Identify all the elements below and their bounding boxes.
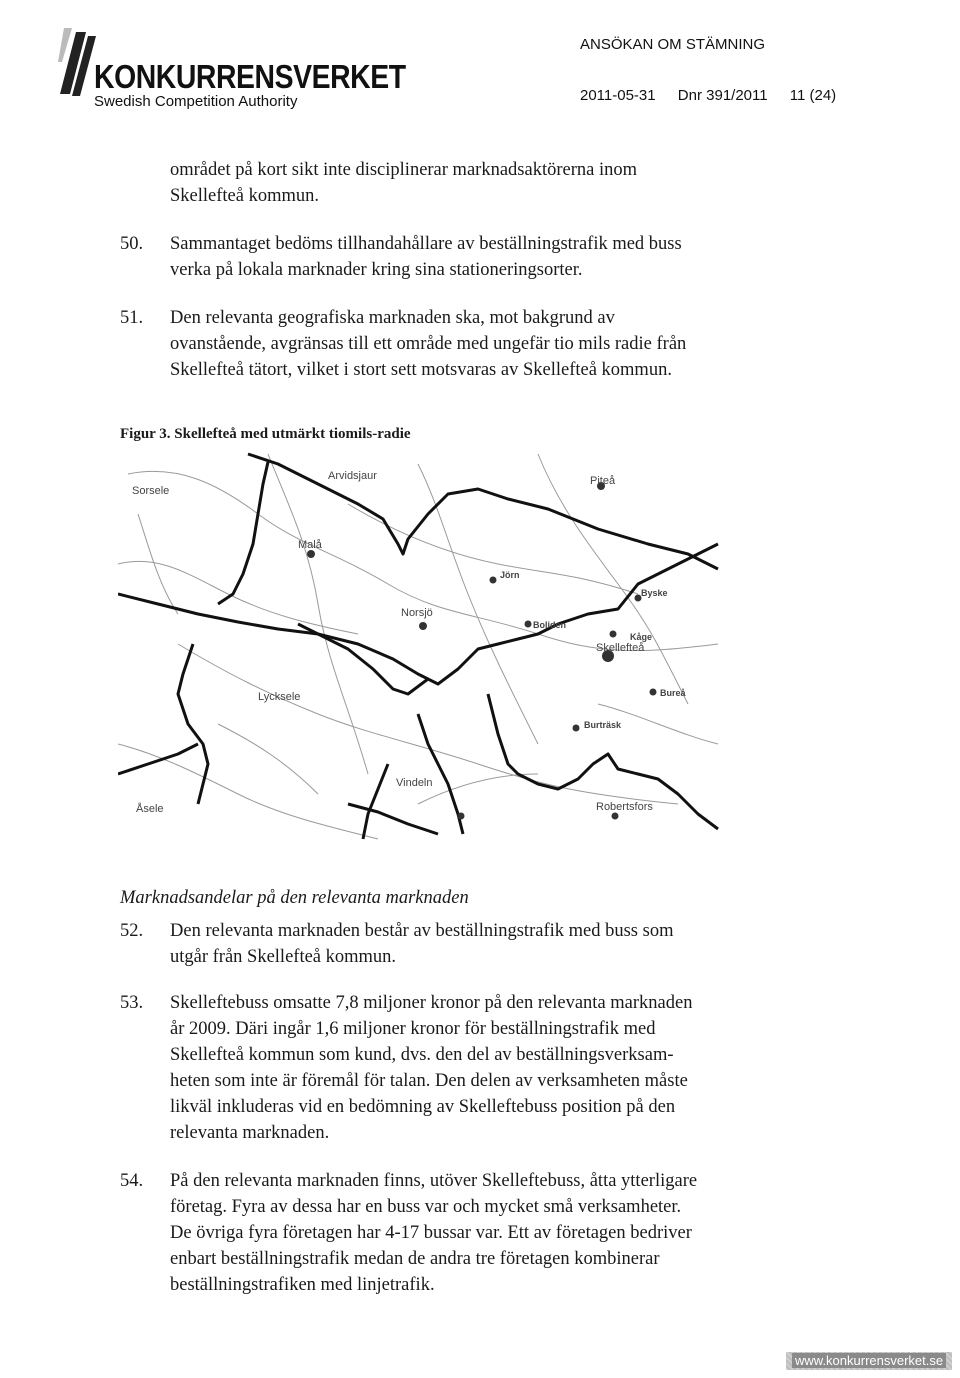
text-line: Sammantaget bedöms tillhandahållare av beställningstrafik med buss bbox=[170, 234, 682, 254]
paragraph-52 bbox=[120, 918, 674, 970]
text-line: Skelleftebuss omsatte 7,8 miljoner kronor på den relevanta marknaden bbox=[170, 993, 693, 1013]
text-line: beställningstrafiken med linjetrafik. bbox=[170, 1275, 435, 1295]
document-type: ANSÖKAN OM STÄMNING bbox=[580, 36, 766, 53]
place-label: Norsjö bbox=[401, 607, 433, 619]
text-line: Skellefteå kommun. bbox=[170, 186, 319, 206]
document-date: 2011-05-31 bbox=[580, 87, 656, 104]
page-number: 11 (24) bbox=[789, 87, 837, 104]
paragraph-number: 52. bbox=[120, 921, 144, 941]
paragraph-number: 54. bbox=[120, 1171, 144, 1191]
text-line: enbart beställningstrafik medan de andra tre företagen kombinerar bbox=[170, 1249, 660, 1269]
region-map bbox=[118, 444, 722, 848]
town-marker bbox=[419, 622, 427, 630]
text-line: Den relevanta geografiska marknaden ska, mot bakgrund av bbox=[170, 308, 615, 328]
town-marker bbox=[458, 813, 465, 820]
town-marker bbox=[650, 689, 657, 696]
document-meta bbox=[580, 87, 880, 104]
figure-caption: Figur 3. Skellefteå med utmärkt tiomils-radie bbox=[120, 426, 411, 442]
place-label: Vindeln bbox=[396, 777, 433, 789]
town-marker bbox=[490, 577, 497, 584]
place-label: Robertsfors bbox=[596, 801, 653, 813]
place-label: Piteå bbox=[590, 475, 616, 487]
text-line: Skellefteå kommun som kund, dvs. den del av beställningsverksam- bbox=[170, 1045, 674, 1065]
text-line: verka på lokala marknader kring sina stationeringsorter. bbox=[170, 260, 583, 280]
text-line: heten som inte är föremål för talan. Den delen av verksamheten måste bbox=[170, 1071, 688, 1091]
text-line: På den relevanta marknaden finns, utöver Skelleftebuss, åtta ytterligare bbox=[170, 1171, 698, 1191]
agency-logo bbox=[58, 22, 418, 110]
town-marker bbox=[610, 631, 617, 638]
document-dnr: Dnr 391/2011 bbox=[677, 87, 768, 104]
text-line: De övriga fyra företagen har 4-17 bussar var. Ett av företagen bedriver bbox=[170, 1223, 692, 1243]
text-line: ovanstående, avgränsas till ett område med ungefär tio mils radie från bbox=[170, 334, 687, 354]
map-labels bbox=[132, 470, 687, 815]
text-line: området på kort sikt inte disciplinerar marknadsaktörerna inom bbox=[170, 160, 637, 180]
place-label: Arvidsjaur bbox=[328, 470, 377, 482]
paragraph-51 bbox=[120, 305, 687, 383]
text-line: likväl inkluderas vid en bedömning av Skelleftebuss position på den bbox=[170, 1097, 676, 1117]
place-label: Skellefteå bbox=[596, 642, 645, 654]
section-subheading: Marknadsandelar på den relevanta marknaden bbox=[120, 888, 469, 908]
town-marker bbox=[525, 621, 532, 628]
paragraph-number: 51. bbox=[120, 308, 144, 328]
place-label: Lycksele bbox=[258, 691, 301, 703]
town-marker bbox=[612, 813, 619, 820]
place-label: Kåge bbox=[630, 632, 653, 642]
paragraph-53 bbox=[120, 990, 693, 1146]
text-line: år 2009. Däri ingår 1,6 miljoner kronor för beställningstrafik med bbox=[170, 1019, 656, 1039]
logo-subtitle: Swedish Competition Authority bbox=[94, 93, 298, 110]
text-line: Den relevanta marknaden består av beställningstrafik med buss som bbox=[170, 921, 674, 941]
place-label: Boliden bbox=[533, 620, 566, 630]
place-label: Bureå bbox=[660, 688, 686, 698]
paragraph-number: 53. bbox=[120, 993, 144, 1013]
place-label: Byske bbox=[641, 588, 668, 598]
place-label: Åsele bbox=[136, 803, 164, 815]
paragraph-50 bbox=[120, 231, 682, 283]
place-label: Jörn bbox=[500, 570, 520, 580]
paragraph-number: 50. bbox=[120, 234, 144, 254]
text-line: relevanta marknaden. bbox=[170, 1123, 330, 1143]
text-line: företag. Fyra av dessa har en buss var och mycket små verksamheter. bbox=[170, 1197, 682, 1217]
town-marker bbox=[307, 550, 315, 558]
paragraph-54 bbox=[120, 1168, 698, 1298]
logo-stripes-icon bbox=[58, 22, 98, 102]
website-url: www.konkurrensverket.se bbox=[792, 1353, 946, 1368]
paragraph-49-continuation bbox=[170, 157, 637, 209]
document-header bbox=[580, 36, 880, 104]
place-label: Malå bbox=[298, 539, 322, 551]
place-label: Burträsk bbox=[584, 720, 622, 730]
website-watermark bbox=[786, 1352, 952, 1370]
town-marker bbox=[573, 725, 580, 732]
text-line: utgår från Skellefteå kommun. bbox=[170, 947, 397, 967]
place-label: Sorsele bbox=[132, 485, 170, 497]
text-line: Skellefteå tätort, vilket i stort sett motsvaras av Skellefteå kommun. bbox=[170, 360, 672, 380]
logo-name: KONKURRENSVERKET bbox=[94, 58, 406, 95]
